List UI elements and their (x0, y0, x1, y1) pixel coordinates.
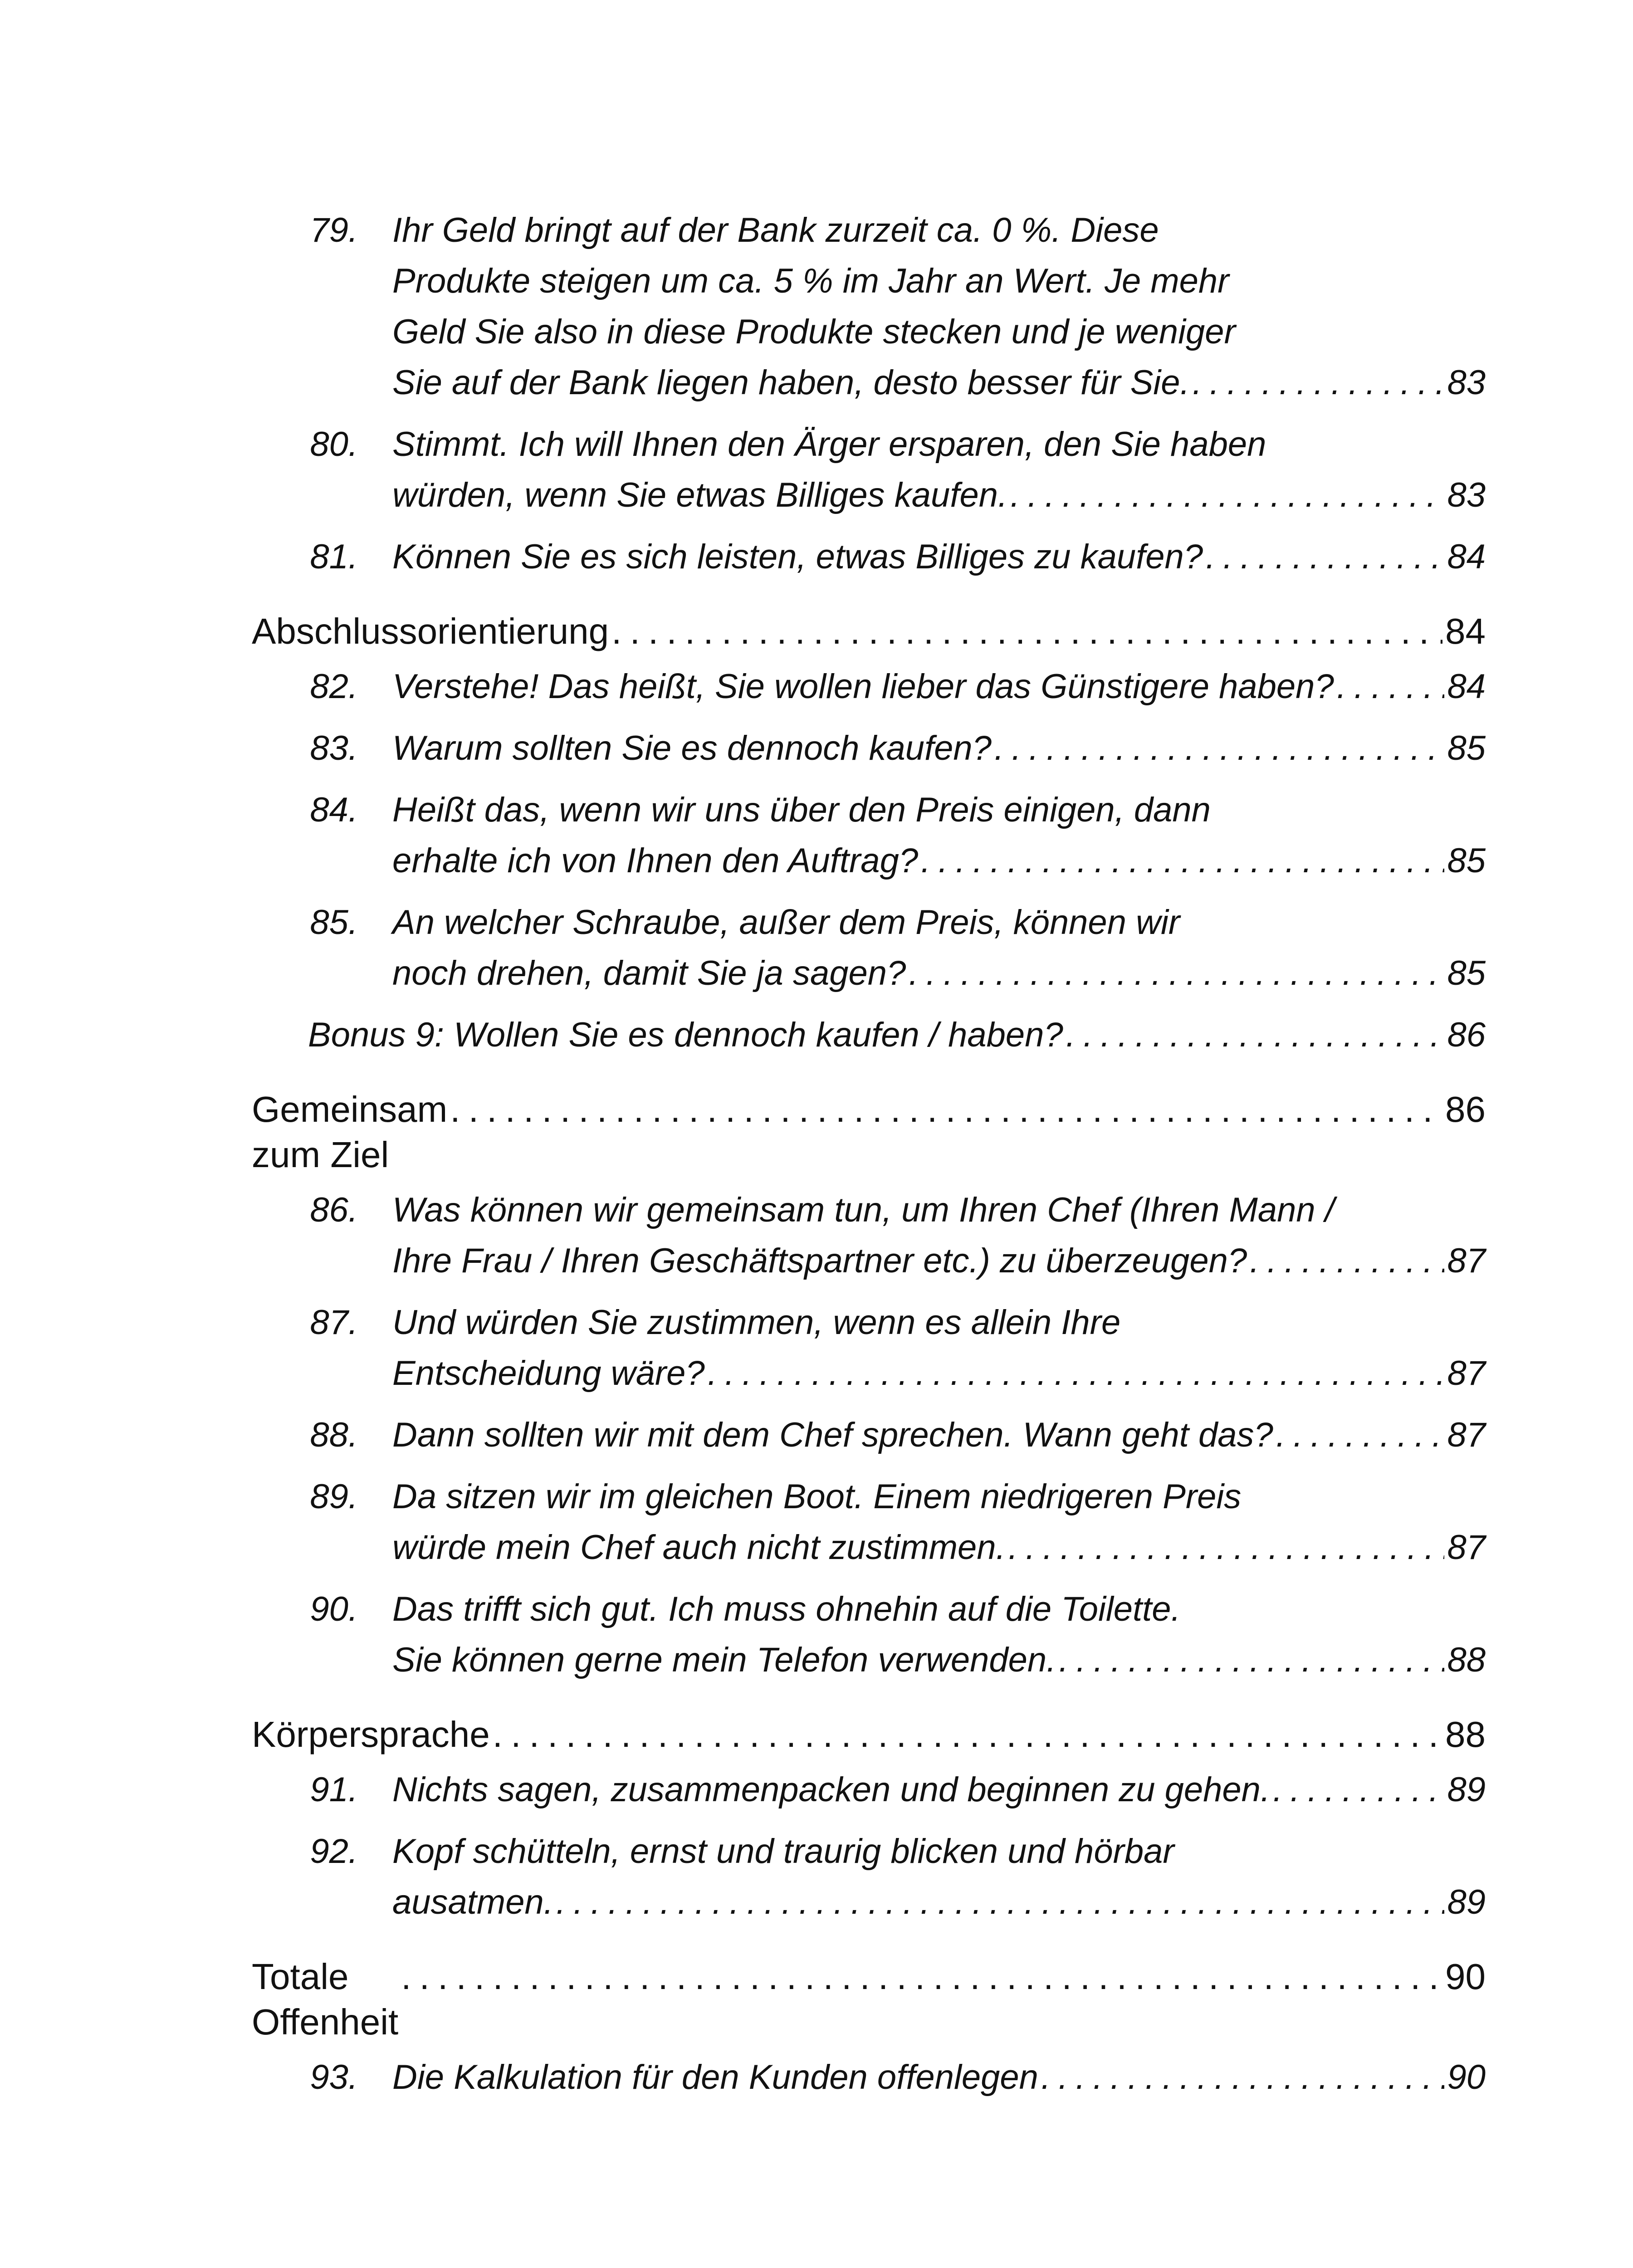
toc-entry-line: Sie auf der Bank liegen haben, desto besser für Sie. (392, 363, 1190, 402)
toc-entry-number: 82. (310, 667, 358, 706)
toc-section-page: 90 (1445, 1956, 1486, 1997)
toc-entry-line: Sie können gerne mein Telefon verwenden. (392, 1641, 1056, 1679)
toc-entry-text (392, 723, 1486, 774)
toc-entry (252, 723, 1486, 774)
toc-entry-text (392, 1297, 1486, 1399)
toc-entry (252, 1297, 1486, 1399)
toc-entry-line: Geld Sie also in diese Produkte stecken und je weniger (392, 313, 1236, 351)
toc-entry (252, 419, 1486, 521)
toc-entry-last-line (392, 836, 1486, 886)
toc-entry-text (392, 1765, 1486, 1815)
toc-entry-text (392, 205, 1486, 408)
toc-entry-text (392, 1826, 1486, 1928)
toc-entry-number-wrap (252, 1185, 392, 1236)
dot-leader (401, 1954, 1442, 1999)
dot-leader (493, 1712, 1442, 1757)
dot-leader (1008, 1522, 1445, 1573)
toc-entry-number-wrap (252, 1826, 392, 1877)
dot-leader (994, 723, 1445, 774)
toc-entry-line: Ihr Geld bringt auf der Bank zurzeit ca. 0 %. Diese (392, 211, 1159, 249)
toc-entry-page: 87 (1447, 1242, 1486, 1280)
toc-entry-last-line (392, 470, 1486, 521)
toc-entry-number: 92. (310, 1832, 358, 1871)
toc-entry-last-line (392, 1635, 1486, 1686)
toc-entry-number-wrap (252, 1410, 392, 1461)
toc-entry-last-line (392, 2052, 1486, 2103)
toc-entry-line: Nichts sagen, zusammenpacken und beginnen zu gehen. (392, 1770, 1271, 1809)
toc-bonus-text: Bonus 9: Wollen Sie es dennoch kaufen / haben? (308, 1016, 1063, 1054)
dot-leader (1193, 357, 1445, 408)
toc-entry (252, 897, 1486, 999)
toc-entry-last-line (392, 1877, 1486, 1928)
dot-leader (450, 1087, 1442, 1132)
toc-entry-number: 91. (310, 1770, 358, 1809)
toc-entry-last-line (392, 1236, 1486, 1286)
toc-entry-number: 90. (310, 1590, 358, 1628)
toc-entry-number-wrap (252, 532, 392, 582)
dot-leader (1276, 1410, 1445, 1461)
toc-entry-line: Warum sollten Sie es dennoch kaufen? (392, 729, 992, 767)
toc-entry-line: Und würden Sie zustimmen, wenn es allein Ihre (392, 1303, 1121, 1342)
toc-entry-last-line (392, 661, 1486, 712)
dot-leader (921, 836, 1444, 886)
dot-leader (556, 1877, 1445, 1928)
toc-entry-number: 79. (310, 211, 358, 249)
toc-entry-number-wrap (252, 785, 392, 836)
toc-entry (252, 2052, 1486, 2103)
toc-entry-line: An welcher Schraube, außer dem Preis, können wir (392, 903, 1180, 942)
dot-leader (1206, 532, 1444, 582)
toc-entry-line: erhalte ich von Ihnen den Auftrag? (392, 841, 919, 880)
dot-leader (909, 948, 1444, 999)
toc-entry-number-wrap (252, 661, 392, 712)
toc-entry (252, 1471, 1486, 1573)
toc-entry-number-wrap (252, 419, 392, 470)
toc-entry-page: 87 (1447, 1354, 1486, 1393)
toc-section-heading (252, 1087, 1486, 1178)
toc-entry-line: Dann sollten wir mit dem Chef sprechen. Wann geht das? (392, 1416, 1273, 1454)
toc-entry-text (392, 1471, 1486, 1573)
toc-entry-number: 80. (310, 425, 358, 464)
toc-entry-line: würde mein Chef auch nicht zustimmen. (392, 1528, 1006, 1567)
toc-entry (252, 532, 1486, 582)
toc-entry-page: 87 (1447, 1416, 1486, 1454)
toc-section-title: Totale Offenheit (252, 1956, 399, 2042)
toc-entry-line: noch drehen, damit Sie ja sagen? (392, 954, 906, 992)
toc-entry-line: Da sitzen wir im gleichen Boot. Einem niedrigeren Preis (392, 1477, 1242, 1516)
toc-section-heading (252, 1954, 1486, 2045)
toc-entry-line: ausatmen. (392, 1883, 553, 1921)
toc-entry-last-line (392, 723, 1486, 774)
toc-section-title: Gemeinsam zum Ziel (252, 1089, 448, 1175)
dot-leader (1273, 1765, 1444, 1815)
dot-leader (1041, 2052, 1445, 2103)
toc-entry-page: 84 (1447, 538, 1486, 576)
toc-entry-text (392, 897, 1486, 999)
toc-entry-number: 88. (310, 1416, 358, 1454)
toc-entry-number: 85. (310, 903, 358, 942)
toc-entry-number: 83. (310, 729, 358, 767)
toc-entry (252, 1410, 1486, 1461)
toc-entry-last-line (392, 948, 1486, 999)
toc-entry-number: 81. (310, 538, 358, 576)
toc-section-page: 84 (1445, 611, 1486, 651)
toc-entry-number: 87. (310, 1303, 358, 1342)
toc-entry-number-wrap (252, 897, 392, 948)
toc-entry-text (392, 419, 1486, 521)
toc-entry-text (392, 2052, 1486, 2103)
toc-entry-page: 84 (1447, 667, 1486, 706)
toc-entry-number-wrap (252, 1765, 392, 1815)
toc-entry (252, 785, 1486, 886)
toc-entry-page: 85 (1447, 841, 1486, 880)
toc-entry-line: Ihre Frau / Ihren Geschäftspartner etc.) zu überzeugen? (392, 1242, 1247, 1280)
toc-entry-line: Entscheidung wäre? (392, 1354, 705, 1393)
toc-entry-text (392, 532, 1486, 582)
toc-entry-line: Produkte steigen um ca. 5 % im Jahr an Wert. Je mehr (392, 262, 1229, 300)
toc-entry-text (392, 661, 1486, 712)
toc-entry-number: 89. (310, 1477, 358, 1516)
toc-section-title: Abschlussorientierung (252, 611, 609, 651)
dot-leader (1010, 470, 1444, 521)
toc-section-heading (252, 1712, 1486, 1757)
toc-entry-last-line (392, 357, 1486, 408)
toc-entry-text (392, 1410, 1486, 1461)
toc-entry-text (392, 1584, 1486, 1686)
dot-leader (708, 1348, 1445, 1399)
toc-bonus-entry (252, 1010, 1486, 1061)
dot-leader (1337, 661, 1445, 712)
toc-section-page: 86 (1445, 1089, 1486, 1129)
toc-entry-line: Was können wir gemeinsam tun, um Ihren Chef (Ihren Mann / (392, 1191, 1335, 1229)
toc-entry-number: 93. (310, 2058, 358, 2097)
toc-entry-last-line (392, 1410, 1486, 1461)
toc-entry-number: 86. (310, 1191, 358, 1229)
toc-entry-number-wrap (252, 205, 392, 256)
toc-entry-last-line (392, 1522, 1486, 1573)
toc-entry-number-wrap (252, 1297, 392, 1348)
toc-section-heading (252, 609, 1486, 654)
dot-leader (1059, 1635, 1444, 1686)
toc-entry-number-wrap (252, 723, 392, 774)
toc-entry-text (392, 785, 1486, 886)
dot-leader (611, 609, 1442, 654)
toc-bonus-page: 86 (1447, 1016, 1486, 1054)
toc-entry-page: 89 (1447, 1770, 1486, 1809)
toc-entry-line: würden, wenn Sie etwas Billiges kaufen. (392, 476, 1008, 514)
toc-entry (252, 205, 1486, 408)
toc-entry-page: 87 (1447, 1528, 1486, 1567)
toc-entry-number: 84. (310, 791, 358, 829)
toc-entry-text (392, 1185, 1486, 1286)
toc-entry-line: Stimmt. Ich will Ihnen den Ärger ersparen, den Sie haben (392, 425, 1266, 464)
toc-entry-page: 83 (1447, 476, 1486, 514)
toc-entry-line: Kopf schütteln, ernst und traurig blicken und hörbar (392, 1832, 1174, 1871)
toc-entry-page: 85 (1447, 954, 1486, 992)
toc-section-page: 88 (1445, 1714, 1486, 1755)
toc-entry-page: 85 (1447, 729, 1486, 767)
table-of-contents (252, 205, 1486, 2114)
dot-leader (1066, 1010, 1445, 1061)
toc-entry-last-line (392, 532, 1486, 582)
toc-entry-line: Die Kalkulation für den Kunden offenlegen (392, 2058, 1038, 2097)
toc-entry-line: Das trifft sich gut. Ich muss ohnehin auf die Toilette. (392, 1590, 1181, 1628)
toc-entry (252, 1185, 1486, 1286)
toc-entry (252, 1826, 1486, 1928)
toc-entry (252, 661, 1486, 712)
toc-entry-last-line (392, 1348, 1486, 1399)
toc-entry (252, 1584, 1486, 1686)
toc-entry-number-wrap (252, 1471, 392, 1522)
toc-entry-line: Verstehe! Das heißt, Sie wollen lieber das Günstigere haben? (392, 667, 1334, 706)
toc-entry-line: Heißt das, wenn wir uns über den Preis einigen, dann (392, 791, 1211, 829)
toc-entry-number-wrap (252, 1584, 392, 1635)
dot-leader (1250, 1236, 1444, 1286)
toc-entry-page: 83 (1447, 363, 1486, 402)
toc-entry-page: 89 (1447, 1883, 1486, 1921)
toc-entry-number-wrap (252, 2052, 392, 2103)
toc-entry-page: 90 (1447, 2058, 1486, 2097)
toc-entry (252, 1765, 1486, 1815)
toc-entry-last-line (392, 1765, 1486, 1815)
toc-entry-line: Können Sie es sich leisten, etwas Billiges zu kaufen? (392, 538, 1203, 576)
toc-entry-page: 88 (1447, 1641, 1486, 1679)
toc-section-title: Körpersprache (252, 1714, 490, 1755)
